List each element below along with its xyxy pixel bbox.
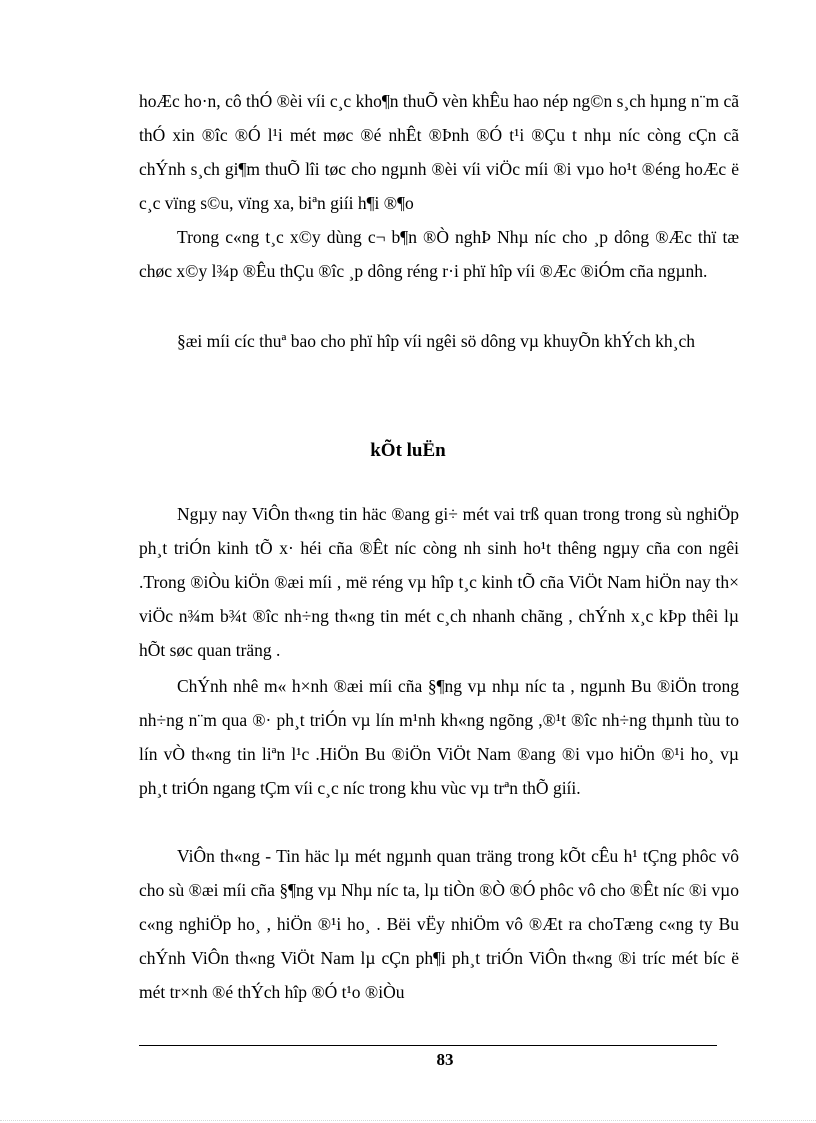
conclusion-paragraph-2: ChÝnh nhê m« h×nh ®æi míi cña §¶ng vµ nhµ níc ta , ngµnh Bu ®iÖn trong nh÷ng n¨m qua ®· ph¸t triÓn vµ lín m¹nh kh«ng ngõng ,®¹t ®îc nh÷ng thµnh tùu to lín vÒ th«ng tin liªn l¹c .HiÖn Bu ®iÖn ViÖt Nam ®ang ®i vµo hiÖn ®¹i ho¸ vµ ph¸t triÓn ngang tÇm víi c¸c níc trong khu vùc vµ trªn thÕ giíi. [139,676,739,798]
conclusion-paragraph-1: Ngµy nay ViÔn th«ng tin häc ®ang gi÷ mét vai trß quan trong trong sù nghiÖp ph¸t triÓn kinh tÕ x· héi cña ®Êt níc còng nh sinh ho¹t thêng ngµy cña con ngêi .Trong ®iÒu kiÖn ®æi míi , më réng vµ hîp t¸c kinh tÕ cña ViÖt Nam hiÖn nay th× viÖc n¾m b¾t ®îc nh÷ng th«ng tin mét c¸ch nhanh chãng , chÝnh x¸c kÞp thêi lµ hÕt søc quan träng . [139,504,739,660]
page-number: 83 [436,1050,454,1069]
body-paragraph-2: Trong c«ng t¸c x©y dùng c¬ b¶n ®Ò nghÞ Nhµ níc cho ¸p dông ®Æc thï tæ chøc x©y l¾p ®Êu thÇu ®îc ¸p dông réng r·i phï hîp víi ®Æc ®iÓm cña ngµnh. [139,227,739,281]
body-paragraph-1: hoÆc ho·n, cô thÓ ®èi víi c¸c kho¶n thuÕ vèn khÊu hao nép ng©n s¸ch hµng n¨m cã thÓ xin ®îc ®Ó l¹i mét møc ®é nhÊt ®Þnh ®Ó t¹i ®Çu t nhµ níc còng cÇn cã chÝnh s¸ch gi¶m thuÕ lîi tøc cho ngµnh ®èi víi viÖc míi ®i vµo ho¹t ®éng hoÆc ë c¸c vïng s©u, vïng xa, biªn giíi h¶i ®¶o [139,91,739,213]
section-heading: kÕt luËn [370,440,446,461]
conclusion-paragraph-3: ViÔn th«ng - Tin häc lµ mét ngµnh quan träng trong kÕt cÊu h¹ tÇng phôc vô cho sù ®æi míi cña §¶ng vµ Nhµ níc ta, lµ tiÒn ®Ò ®Ó phôc vô cho ®Êt níc ®i vµo c«ng nghiÖp ho¸ , hiÖn ®¹i ho¸ . Bëi vËy nhiÖm vô ®Æt ra choTæng c«ng ty Bu chÝnh ViÔn th«ng ViÖt Nam lµ cÇn ph¶i ph¸t triÓn ViÔn th«ng ®i tríc mét bíc ë mét tr×nh ®é thÝch hîp ®Ó t¹o ®iÒu [139,846,739,1002]
footer-rule [139,1045,717,1046]
body-paragraph-3: §æi míi cíc thuª bao cho phï hîp víi ngêi sö dông vµ khuyÕn khÝch kh¸ch [177,331,695,351]
page-bottom-border [0,1120,816,1121]
